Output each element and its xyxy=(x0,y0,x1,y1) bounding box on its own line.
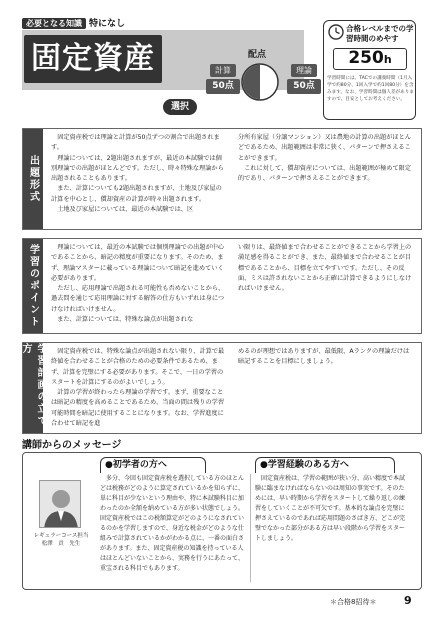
section-column-left xyxy=(51,133,228,225)
paragraph: 計算の学習が終わったら理論の学習です。まず、重要なことは暗記の精度を高めることであるため、当面の間は残りの学習可能時間を暗記に使用することになります。なお、学習進度に合わせて暗記を進 xyxy=(51,389,225,428)
paragraph: また、計算についても2題出題されますが、土地及び家屋の計算を中心とし、償却資産の計算が時々出題されます。 xyxy=(51,185,222,203)
teacher-name: 松澤 貢 先生 xyxy=(41,541,81,547)
score-calc-label: 計算 xyxy=(210,64,236,77)
paragraph: また、計算については、特殊な論点が出題されな xyxy=(57,316,194,324)
message-experienced-text: 固定資産税は、学習の範囲が狭い分、高い精度で本試験に臨まなければならないのは周知の事実です。そのためには、早い時期から学習をスタートして繰り返しの練習をしていくことが不可欠です。基本的な論点を完璧に押さえているのであれば応用問題のさばき方、どこが完璧でなかった部分がある方は早い段階から学習をスタートしましょう。 xyxy=(255,475,406,542)
teacher-role: レギュラーコース担当 xyxy=(33,533,89,539)
study-time-heading: 合格レベルまでの学習時間のめやす xyxy=(346,24,414,43)
section-column-left xyxy=(51,243,228,329)
paragraph: 理論については、2題出題されますが、最近の本試験では個別理論での出題がほとんどです。ただし、時々特殊な理論から出題されることもあります。 xyxy=(51,154,224,183)
paragraph: ただし、応用理論で出題される可能性も否めないことから、過去問を通じて応用理論に対する解答の仕方もいずれは身につけなければいけません。 xyxy=(51,285,225,313)
section-label: 学習のポイント xyxy=(27,244,39,328)
section-study-points xyxy=(22,238,422,334)
score-label: 配点 xyxy=(248,50,267,60)
score-theory-label: 理論 xyxy=(291,64,317,77)
tab-beginner: ●初学者の方へ xyxy=(100,457,206,473)
paragraph: 理論については、最近の本試験では個別理論での出題が中心であることから、暗記の精度が重要になります。そのため、まず、理論マスターに載っている理論について暗記を進めていく必要があります。 xyxy=(51,244,225,282)
paragraph: 固定資産税では理論と計算が50点ずつの割合で出題されます。 xyxy=(51,134,220,152)
avatar xyxy=(39,480,81,528)
page-title: 固定資産税 xyxy=(31,41,155,124)
message-beginner-text: 多分、今回も固定資産税を選択している方のほとんどは税務がどのように算定されているかを知らずに、単に科目が少ないという理由や、特に本試験科目に加わったのか全額を納めている方が多い状態でしょう。固定資産税ではこの税額算定がどのようになされているのかを学習しますので、身近な税金がどのような仕組みで計算されているかがわかる点に、一番の面白さがあります。また、固定資産税の知識を持っている人はほとんどいないことから、実務を行うにあたって、重宝される科目でもあります。 xyxy=(100,475,245,572)
paragraph: これに対して、償却資産については、出題範囲が極めて限定的であり、パターンで押さえることができます。 xyxy=(238,164,412,183)
paragraph: い限りは、最終値まで合わせることができることから学習上の満足感を得ることができ、また、最終値まで合わせることが目標であることから、目標を立てやすいです。ただし、その反面、ミスは許されないことから正確に計算できるようにしなければいけません。 xyxy=(238,244,412,293)
study-time-number: 250 xyxy=(348,48,384,68)
message-divider xyxy=(250,474,251,582)
required-knowledge-value: 特になし xyxy=(89,19,126,29)
section-column-left xyxy=(51,347,228,429)
section-label: 出題形式 xyxy=(27,155,39,203)
footer-text: ＊合格8招待＊ xyxy=(330,598,377,606)
section-column-right xyxy=(238,243,415,329)
score-pie-chart xyxy=(240,62,280,102)
study-time-value xyxy=(333,48,407,70)
clock-icon xyxy=(328,24,344,40)
paragraph: 固定資産税では、特殊な論点が出題されない限り、計算で最終値を合わせることが合格のための必要条件であるため、まず、計算を完璧にする必要があります。そこで、一日の学習のスタートを計算にするのがよいでしょう。 xyxy=(51,348,225,386)
page-number: 9 xyxy=(404,594,412,607)
paragraph: めるのが理想ではありますが、最低限、Aランクの理論だけは暗記することを目標にしましょう。 xyxy=(238,348,410,366)
section-question-format xyxy=(22,128,422,230)
message-title: 講師からのメッセージ xyxy=(22,440,122,451)
teacher-info xyxy=(26,532,96,548)
section-column-right xyxy=(238,133,415,225)
paragraph: 分所有家屋（分譲マンション）又は農地の計算の出題がほとんどであるため、出題範囲は非常に狭く、パターンで押さえることができます。 xyxy=(238,134,411,162)
required-knowledge-label: 必要となる知識 xyxy=(22,18,86,29)
study-time-note: 学習時間には、TACでの講義時間（1月入学で約80分、1回入学で約1回80分）を含みます。なお、学習時間は個人差がありますので、目安としてお考えください。 xyxy=(327,76,414,102)
study-time-unit: h xyxy=(383,53,392,66)
select-tag: 選択 xyxy=(163,99,197,115)
score-theory-value: 50点 xyxy=(287,79,321,94)
section-study-plan xyxy=(22,342,422,434)
score-calc-value: 50点 xyxy=(206,79,240,94)
section-column-right xyxy=(238,347,415,429)
section-label: 学習計画の立て方 xyxy=(20,343,46,427)
paragraph: 土地及び家屋については、最近の本試験では、区 xyxy=(57,206,194,214)
tab-experienced: ●学習経験のある方へ xyxy=(255,457,395,473)
required-knowledge xyxy=(22,16,125,29)
person-icon xyxy=(40,481,81,528)
